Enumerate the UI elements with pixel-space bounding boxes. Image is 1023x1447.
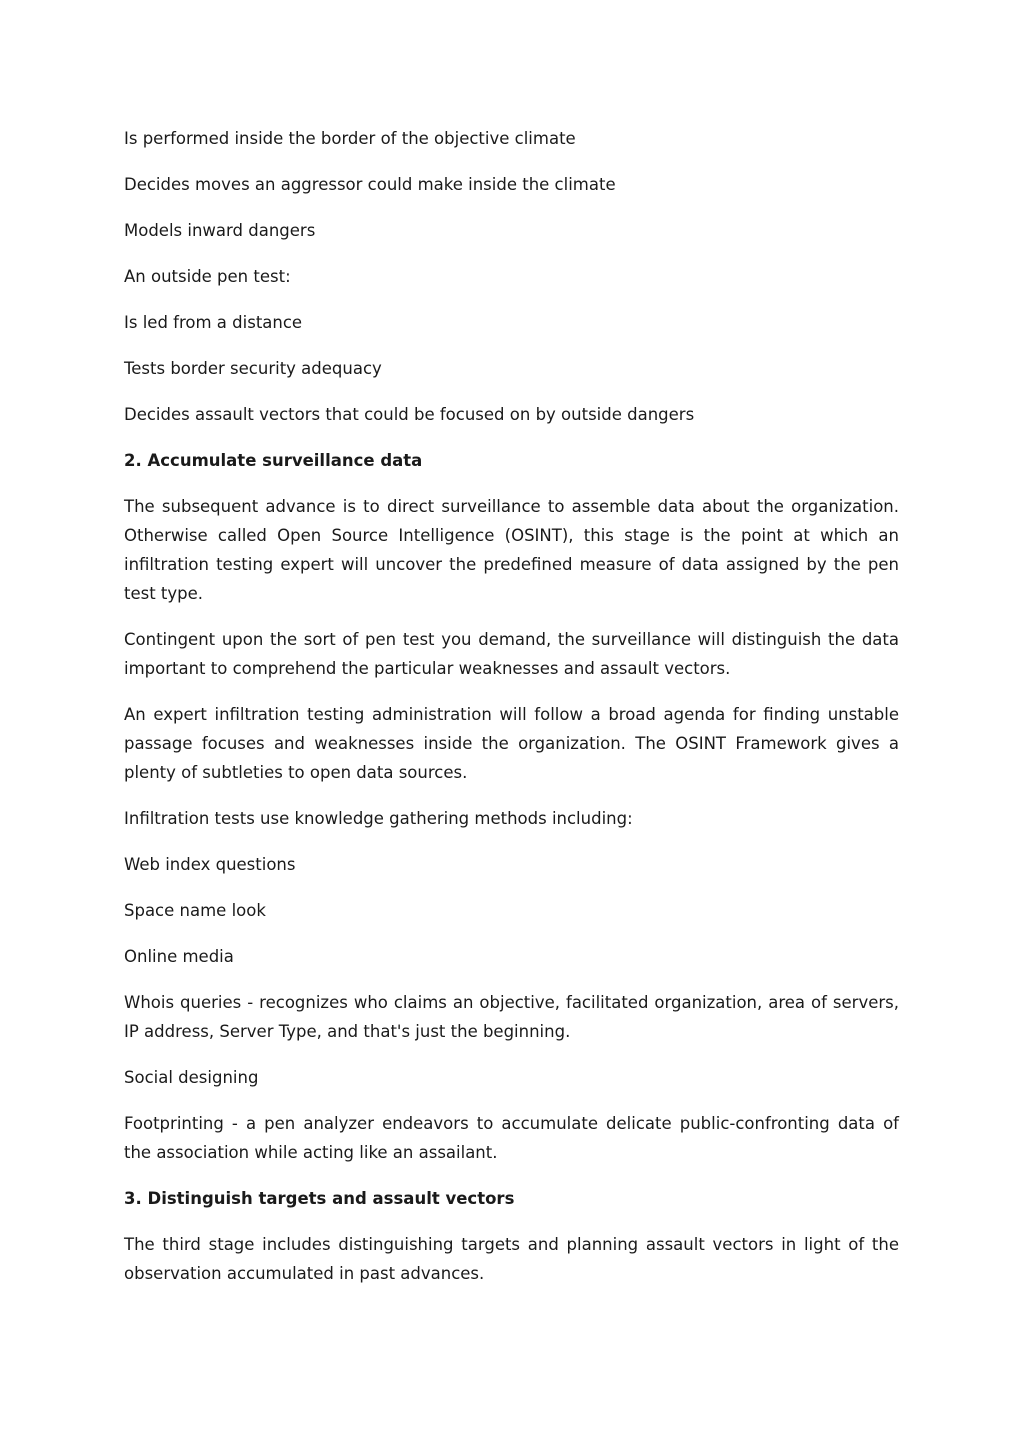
paragraph: An expert infiltration testing administration will follow a broad agenda for finding unstable passage focuses and weaknesses inside the organization. The OSINT Framework gives a plenty of subtleties to open data sources. (124, 705, 899, 782)
paragraph: Decides moves an aggressor could make inside the climate (124, 175, 616, 194)
paragraph: Is performed inside the border of the objective climate (124, 129, 576, 148)
paragraph: Contingent upon the sort of pen test you demand, the surveillance will distinguish the data important to comprehend the particular weaknesses and assault vectors. (124, 630, 899, 678)
paragraph: Web index questions (124, 855, 296, 874)
paragraph: Infiltration tests use knowledge gathering methods including: (124, 809, 633, 828)
paragraph: The subsequent advance is to direct surveillance to assemble data about the organization. Otherwise called Open Source Intelligence (OSINT), this stage is the point at which an infiltration testing expert will uncover the predefined measure of data assigned by the pen test type. (124, 497, 899, 603)
paragraph: Tests border security adequacy (124, 359, 382, 378)
paragraph: Models inward dangers (124, 221, 316, 240)
document-page (124, 124, 899, 1305)
section-heading: 2. Accumulate surveillance data (124, 451, 423, 470)
paragraph: Social designing (124, 1068, 259, 1087)
paragraph: Is led from a distance (124, 313, 303, 332)
paragraph: Online media (124, 947, 234, 966)
paragraph: Whois queries - recognizes who claims an objective, facilitated organization, area of servers, IP address, Server Type, and that's just the beginning. (124, 993, 899, 1041)
paragraph: The third stage includes distinguishing targets and planning assault vectors in light of the observation accumulated in past advances. (124, 1235, 899, 1283)
paragraph: Space name look (124, 901, 266, 920)
section-heading: 3. Distinguish targets and assault vectors (124, 1189, 515, 1208)
paragraph: Footprinting - a pen analyzer endeavors to accumulate delicate public-confronting data of the association while acting like an assailant. (124, 1114, 899, 1162)
paragraph: An outside pen test: (124, 267, 291, 286)
paragraph: Decides assault vectors that could be focused on by outside dangers (124, 405, 695, 424)
